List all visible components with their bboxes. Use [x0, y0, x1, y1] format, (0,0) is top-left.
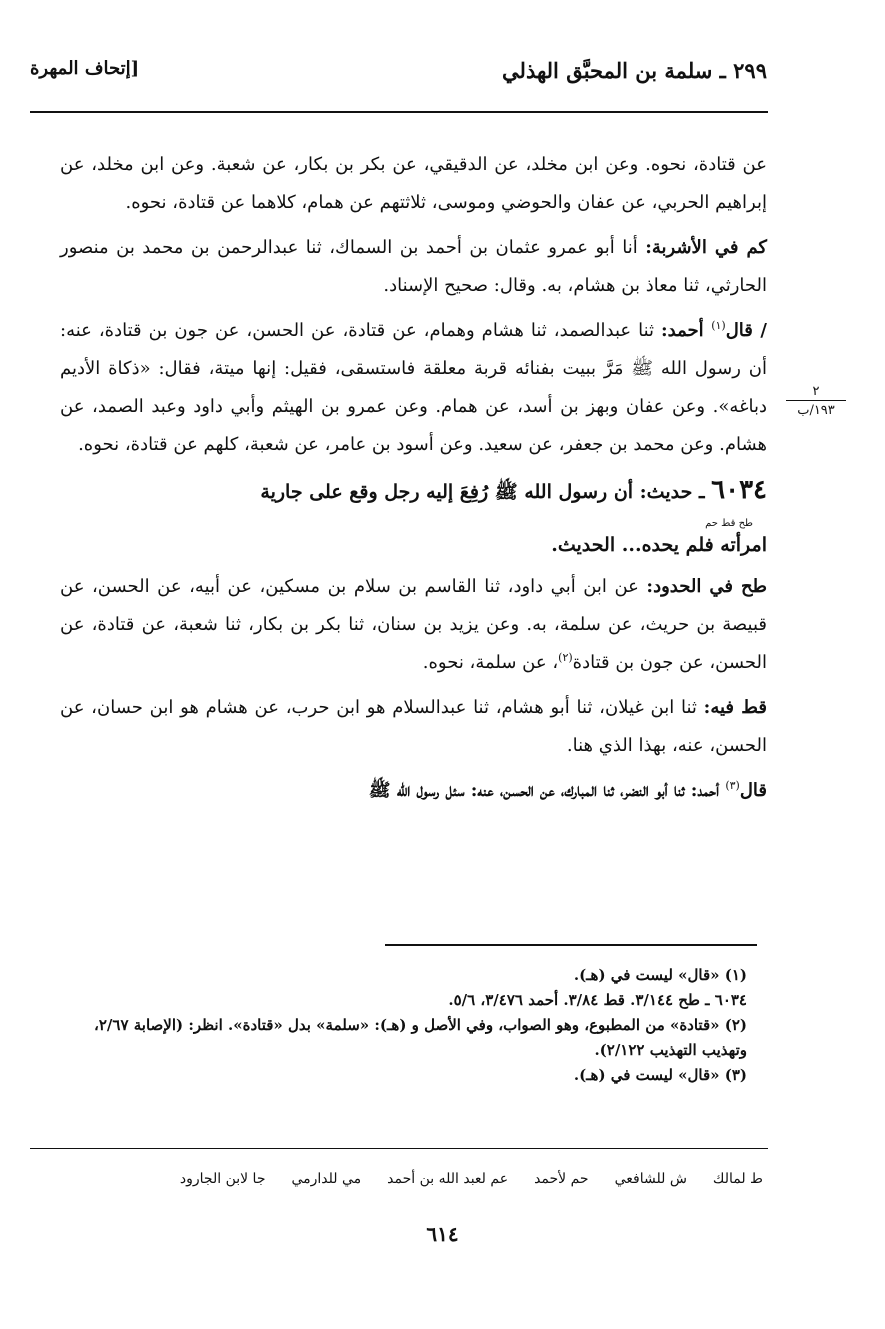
running-title: ٢٩٩ ـ سلمة بن المحبَّق الهذلي	[502, 58, 767, 83]
footnote-rule	[385, 944, 757, 946]
paragraph: عن قتادة، نحوه. وعن ابن مخلد، عن الدقيقي، عن بكر بن بكار، عن شعبة. وعن ابن مخلد، عن إبراهيم الحربي، عن عفان والحوضي وموسى، ثلاثتهم عن همام، كلاهما عن قتادة، نحوه.	[60, 154, 767, 213]
main-text	[60, 146, 767, 817]
footnote-ref: (٣)	[725, 779, 740, 792]
header-rule	[30, 111, 768, 113]
paragraph-lead: / قال	[725, 320, 767, 341]
paragraph-text: ثنا عبدالصمد، ثنا هشام وهمام، عن قتادة، عن الحسن، عن جون بن قتادة، عنه: أن رسول الله ﷺ مَرَّ ببيت بفنائه قربة معلقة فاستسقى، فقيل: إنها ميتة، فقال: «ذكاة الأديم دباغه». وعن عفان وبهز بن أسد، عن همام. وعن عمرو بن الهيثم وأبي داود وعبد الصمد، عن هشام. وعن محمد بن جعفر، عن سعيد. وعن أسود بن عامر، عن شعبة، كلهم عن قتادة، نحوه.	[60, 320, 767, 455]
sigla-rule	[30, 1148, 768, 1149]
footnote: ٦٠٣٤ ـ طح ٣/١٤٤. قط ٣/٨٤. أحمد ٣/٤٧٦، ٥/٦.	[448, 991, 747, 1009]
hadith-text-cont: امرأته فلم يحده... الحديث.	[551, 534, 767, 556]
footnote-ref: (١)	[711, 319, 726, 332]
paragraph-text: ، عن سلمة، نحوه.	[422, 652, 559, 673]
paragraph-text: عن ابن أبي داود، ثنا القاسم بن سلام بن مسكين، عن أبيه، عن الحسن، عن قبيصة بن حريث، عن سلمة، به. وعن يزيد بن سنان، ثنا بكر بن بكار، ثنا شعبة، عن قتادة، عن الحسن، عن جون بن قتادة	[60, 576, 767, 673]
sigla-item: مي للدارمي	[291, 1171, 362, 1187]
hadith-number: ٦٠٣٤	[711, 475, 767, 505]
paragraph-lead: طح في الحدود:	[646, 576, 768, 597]
sigla-item: جا لابن الجارود	[179, 1171, 266, 1187]
sigla-key	[180, 1171, 763, 1187]
sigla-item: ش للشافعي	[614, 1171, 687, 1187]
paragraph	[60, 689, 767, 765]
hadith-text: ـ حديث: أن رسول الله ﷺ رُفِعَ إليه رجل وقع على جارية	[260, 481, 712, 503]
paragraph-text: ثنا أبو النضر، ثنا المبارك، عن الحسن، عنه: سئل رسول الله ﷺ	[368, 780, 691, 801]
paragraph-lead: أحمد:	[661, 320, 712, 341]
margin-note-line1: ٢	[812, 384, 820, 399]
page-number: ٦١٤	[426, 1222, 459, 1246]
margin-note-line2: ١٩٣/ب	[786, 400, 846, 419]
footnotes	[47, 963, 767, 1088]
sigla-item: ط لمالك	[712, 1171, 763, 1187]
footnote-ref: (٢)	[558, 651, 573, 664]
paragraph-lead: أحمد:	[690, 780, 726, 801]
hadith-sigla: طح قط حم	[705, 518, 753, 529]
paragraph-text: ثنا ابن غيلان، ثنا أبو هشام، ثنا عبدالسلام هو ابن حرب، عن هشام هو ابن حسان، عن الحسن، عنه، بهذا الذي هنا.	[60, 697, 767, 756]
sigla-item: حم لأحمد	[534, 1171, 589, 1187]
paragraph-lead: قال	[739, 780, 767, 801]
paragraph	[60, 568, 767, 682]
footnote: (٢) «قتادة» من المطبوع، وهو الصواب، وفي الأصل و (هـ): «سلمة» بدل «قتادة». انظر: (الإصابة ٢/٦٧، وتهذيب التهذيب ٢/١٢٢).	[94, 1016, 747, 1059]
paragraph	[60, 229, 767, 305]
sigla-item: عم لعبد الله بن أحمد	[387, 1171, 509, 1187]
paragraph-text: أنا أبو عمرو عثمان بن أحمد بن السماك، ثنا عبدالرحمن بن محمد بن منصور الحارثي، ثنا معاذ بن هشام، به. وقال: صحيح الإسناد.	[60, 237, 767, 296]
paragraph	[60, 772, 767, 810]
paragraph-lead: قط فيه:	[703, 697, 767, 718]
paragraph	[60, 312, 767, 464]
hadith-heading	[60, 471, 767, 511]
paragraph-lead: كم في الأشربة:	[645, 237, 767, 258]
book-title: [إتحاف المهرة	[30, 58, 140, 79]
margin-note	[786, 384, 846, 419]
footnote: (١) «قال» ليست في (هـ).	[573, 966, 747, 984]
footnote: (٣) «قال» ليست في (هـ).	[573, 1066, 747, 1084]
